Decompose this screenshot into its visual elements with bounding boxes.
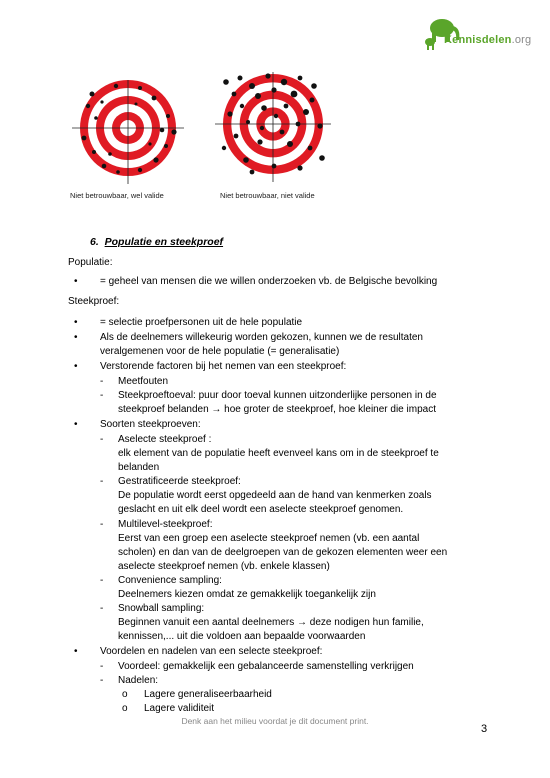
- bullet-dot: •: [74, 317, 78, 328]
- text-line: Als de deelnemers willekeurig worden gekozen, kunnen we de resultaten: [100, 332, 423, 343]
- bullet-hole: [308, 146, 313, 151]
- bullet-hole: [116, 170, 120, 174]
- bullet-dot: •: [74, 361, 78, 372]
- bullet-hole: [138, 168, 142, 172]
- bullet-dot: •: [74, 419, 78, 430]
- bullet-dash: -: [100, 519, 104, 530]
- bullet-hole: [153, 157, 158, 162]
- bullet-hole: [92, 150, 96, 154]
- bullet-circle: o: [122, 689, 128, 700]
- bullet-hole: [90, 92, 95, 97]
- site-logo-text[interactable]: Kennisdelen.org: [444, 34, 532, 46]
- bullet-hole: [297, 165, 302, 170]
- text-line: Gestratificeerde steekproef:: [118, 476, 241, 487]
- bullet-hole: [148, 142, 151, 145]
- text-line: Aselecte steekproef :: [118, 434, 212, 445]
- target-figure-not-valid: [212, 72, 334, 190]
- text-line: elk element van de populatie heeft evenveel kans om in de steekproef te: [118, 448, 439, 459]
- bullet-hole: [94, 116, 98, 120]
- text-line: aselecte steekproef nemen (vb. enkele klassen): [118, 561, 330, 572]
- bullet-dash: -: [100, 675, 104, 686]
- bullet-hole: [280, 130, 285, 135]
- bullet-hole: [160, 128, 165, 133]
- text-populatie-def: = geheel van mensen die we willen onderzoeken vb. de Belgische bevolking: [100, 276, 438, 287]
- bullet-hole: [222, 146, 226, 150]
- target-figure-valid: [70, 80, 190, 190]
- bullet-dash: -: [100, 476, 104, 487]
- bullet-hole: [86, 104, 90, 108]
- text-line: Verstorende factoren bij het nemen van een steekproef:: [100, 361, 347, 372]
- bullet-dot: •: [74, 276, 78, 287]
- bullet-hole: [171, 129, 176, 134]
- bullet-hole: [164, 144, 168, 148]
- text-line: kennissen,... uit die voldoen aan bepaalde voorwaarden: [118, 631, 366, 642]
- bullet-hole: [166, 114, 170, 118]
- bullet-dash: -: [100, 603, 104, 614]
- bullet-dash: -: [100, 434, 104, 445]
- bullet-hole: [152, 96, 157, 101]
- text-line: geslacht en uit elk deel wordt een aselecte steekproef genomen.: [118, 504, 404, 515]
- bullet-hole: [265, 73, 270, 78]
- text-line: Lagere generaliseerbaarheid: [144, 689, 272, 700]
- footer-note: Denk aan het milieu voordat je dit document print.: [181, 716, 369, 726]
- text-line: steekproef belanden → hoe groter de steekproef, hoe kleiner die impact: [118, 404, 436, 415]
- bullet-hole: [227, 111, 232, 116]
- text-line: Eerst van een groep een aselecte steekproef nemen (vb. een aantal: [118, 533, 420, 544]
- text-line: Voordeel: gemakkelijk een gebalanceerde samenstelling verkrijgen: [118, 661, 414, 672]
- text-line: Steekproeftoeval: puur door toeval kunnen uitzonderlijke personen in de: [118, 390, 437, 401]
- bullet-hole: [260, 126, 264, 130]
- bullet-hole: [249, 83, 255, 89]
- bullet-hole: [246, 120, 250, 124]
- bullet-hole: [296, 122, 301, 127]
- bullet-dash: -: [100, 575, 104, 586]
- text-line: Lagere validiteit: [144, 703, 215, 714]
- bullet-hole: [261, 105, 267, 111]
- bullet-dot: •: [74, 332, 78, 343]
- bullet-hole: [250, 170, 255, 175]
- text-populatie-label: Populatie:: [68, 257, 113, 268]
- bullet-hole: [291, 91, 298, 98]
- bullet-hole: [281, 79, 287, 85]
- bullet-hole: [255, 93, 261, 99]
- text-line: Multilevel-steekproef:: [118, 519, 213, 530]
- bullet-hole: [108, 152, 112, 156]
- bullet-hole: [232, 92, 237, 97]
- bullet-hole: [234, 134, 239, 139]
- text-line: Nadelen:: [118, 675, 159, 686]
- text-line: belanden: [118, 462, 160, 473]
- bullet-hole: [274, 114, 278, 118]
- bullet-hole: [138, 86, 142, 90]
- bullet-hole: [238, 76, 243, 81]
- figure-caption-valid: Niet betrouwbaar, wel valide: [70, 191, 164, 200]
- text-line: veralgemenen voor de hele populatie (= generalisatie): [100, 346, 340, 357]
- bullet-hole: [284, 104, 289, 109]
- text-line: Beginnen vanuit een aantal deelnemers → deze nodigen hun familie,: [118, 617, 424, 628]
- bullet-hole: [272, 164, 277, 169]
- bullet-hole: [100, 100, 103, 103]
- bullet-hole: [82, 136, 87, 141]
- bullet-hole: [317, 123, 322, 128]
- text-line: Snowball sampling:: [118, 603, 205, 614]
- bullet-hole: [319, 155, 325, 161]
- bullet-hole: [223, 79, 229, 85]
- text-line: Deelnemers kiezen omdat ze gemakkelijk toegankelijk zijn: [118, 589, 376, 600]
- bullet-hole: [257, 139, 262, 144]
- bullet-dash: -: [100, 376, 104, 387]
- bullet-hole: [135, 103, 138, 106]
- text-steekproef-label: Steekproef:: [68, 296, 120, 307]
- page-number: 3: [481, 723, 488, 735]
- text-line: Meetfouten: [118, 376, 169, 387]
- bullet-hole: [240, 104, 244, 108]
- text-line: scholen) en dan van de deelgroepen van de gekozen elementen weer een: [118, 547, 448, 558]
- text-line: De populatie wordt eerst opgedeeld aan de hand van kenmerken zoals: [118, 490, 432, 501]
- bullet-hole: [311, 83, 317, 89]
- text-line: Soorten steekproeven:: [100, 419, 201, 430]
- bullet-hole: [310, 98, 315, 103]
- text-line: Voordelen en nadelen van een selecte steekproef:: [100, 646, 323, 657]
- bullet-hole: [243, 157, 249, 163]
- text-steekproef-def: = selectie proefpersonen uit de hele populatie: [100, 317, 303, 328]
- bullet-hole: [287, 141, 293, 147]
- figure-caption-not-valid: Niet betrouwbaar, niet valide: [220, 191, 315, 200]
- bullet-dot: •: [74, 646, 78, 657]
- bullet-dash: -: [100, 390, 104, 401]
- bullet-hole: [298, 76, 303, 81]
- text-line: Convenience sampling:: [118, 575, 222, 586]
- bullet-dash: -: [100, 661, 104, 672]
- bullet-hole: [114, 84, 118, 88]
- bullet-circle: o: [122, 703, 128, 714]
- section-heading: 6. Populatie en steekproef: [90, 236, 224, 248]
- bullet-hole: [303, 109, 309, 115]
- bullet-hole: [102, 164, 107, 169]
- bullet-hole: [271, 87, 276, 92]
